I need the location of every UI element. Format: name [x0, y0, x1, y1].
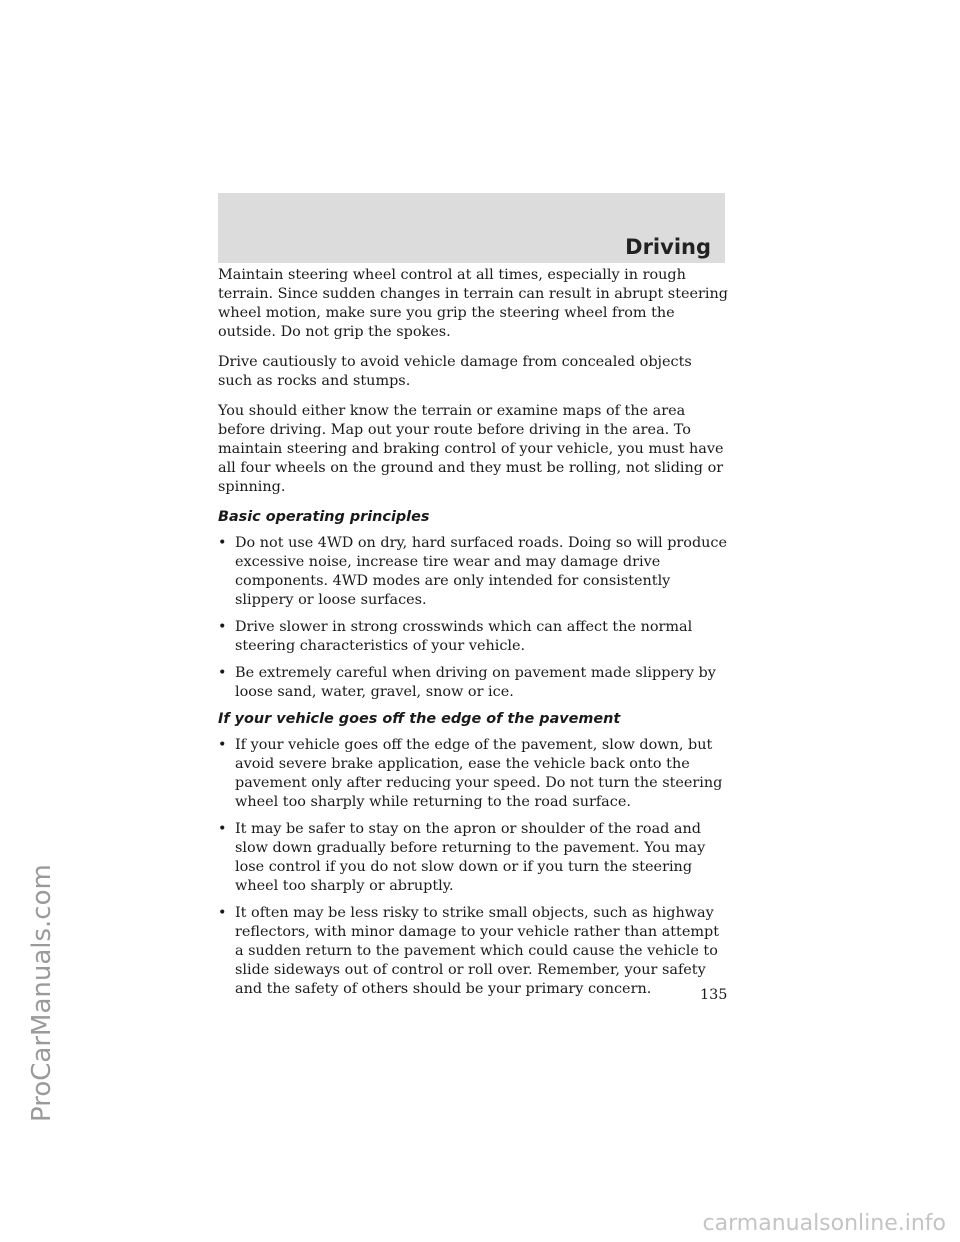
- list-item: [218, 736, 730, 812]
- list-item-text: Be extremely careful when driving on pavement made slippery by loose sand, water, gravel, snow or ice.: [235, 665, 716, 700]
- list-item-text: It may be safer to stay on the apron or shoulder of the road and slow down gradually before returning to the pavement. You may lose control if you do not slow down or if you turn the steering wheel too sharply or abruptly.: [235, 821, 706, 894]
- section-header-band: [218, 193, 725, 263]
- list-item: [218, 664, 730, 702]
- list-item-text: It often may be less risky to strike small objects, such as highway reflectors, with minor damage to your vehicle rather than attempt a sudden return to the pavement which could cause the vehicle to slide sideways out of control or roll over. Remember, your safety and the safety of others should be your primary concern.: [235, 905, 719, 997]
- page-number: 135: [700, 987, 728, 1003]
- bullet-icon: •: [218, 535, 227, 551]
- bullet-icon: •: [218, 665, 227, 681]
- paragraph: You should either know the terrain or examine maps of the area before driving. Map out your route before driving in the area. To maintain steering and braking control of your vehicle, you must have all four wheels on the ground and they must be rolling, not sliding or spinning.: [218, 403, 724, 495]
- side-watermark: ProCarManuals.com: [27, 864, 57, 1122]
- list-item-text: Do not use 4WD on dry, hard surfaced roads. Doing so will produce excessive noise, increase tire wear and may damage drive components. 4WD modes are only intended for consistently slippery or loose surfaces.: [235, 535, 728, 608]
- paragraph: Maintain steering wheel control at all times, especially in rough terrain. Since sudden changes in terrain can result in abrupt steering wheel motion, make sure you grip the steering wheel from the outside. Do not grip the spokes.: [218, 267, 728, 340]
- bullet-icon: •: [218, 737, 227, 753]
- section-heading-basic-principles: Basic operating principles: [218, 509, 430, 525]
- bullet-icon: •: [218, 905, 227, 921]
- paragraph: Drive cautiously to avoid vehicle damage from concealed objects such as rocks and stumps.: [218, 354, 692, 389]
- list-item: [218, 618, 730, 656]
- bullet-list-off-pavement: [218, 736, 730, 999]
- section-heading-off-pavement: If your vehicle goes off the edge of the pavement: [218, 711, 621, 727]
- bottom-watermark: carmanualsonline.info: [702, 1211, 946, 1236]
- page-content: [218, 266, 730, 1007]
- bullet-icon: •: [218, 821, 227, 837]
- list-item-text: If your vehicle goes off the edge of the pavement, slow down, but avoid severe brake application, ease the vehicle back onto the pavement only after reducing your speed. Do not turn the steering wheel too sharply while returning to the road surface.: [235, 737, 723, 810]
- list-item: [218, 904, 730, 999]
- list-item: [218, 820, 730, 896]
- list-item-text: Drive slower in strong crosswinds which can affect the normal steering characteristics of your vehicle.: [235, 619, 693, 654]
- section-title: Driving: [625, 235, 711, 259]
- list-item: [218, 534, 730, 610]
- bullet-list-basic-principles: [218, 534, 730, 702]
- bullet-icon: •: [218, 619, 227, 635]
